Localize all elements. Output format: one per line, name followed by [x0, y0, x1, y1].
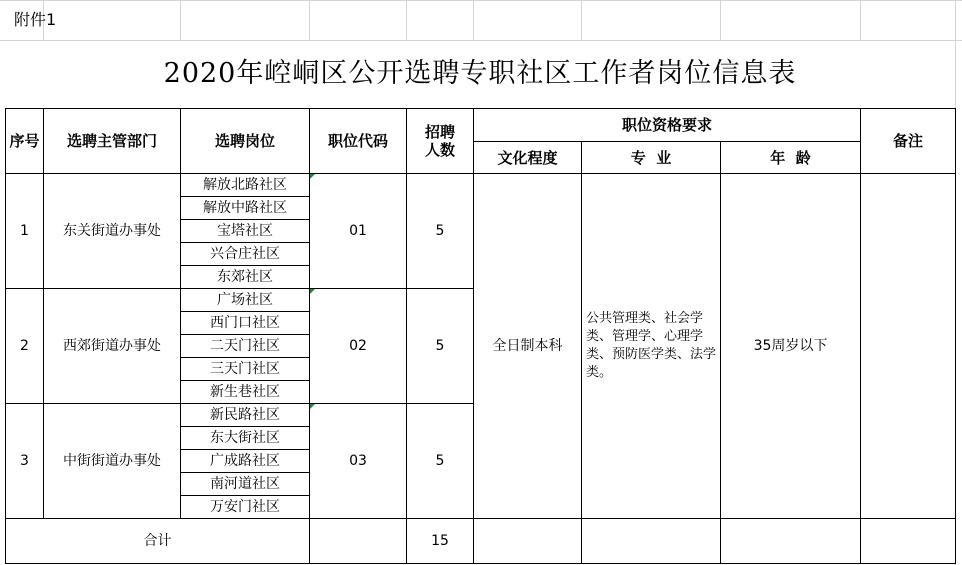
group-count: 5	[406, 288, 474, 404]
post-cell: 广成路社区	[180, 449, 310, 473]
header-count-line1: 招聘	[424, 123, 455, 141]
group-count: 5	[406, 173, 474, 289]
group-dept: 西郊街道办事处	[43, 288, 181, 404]
post-cell: 解放中路社区	[180, 196, 310, 220]
header-count-line2: 人数	[424, 141, 455, 159]
major-value: 公共管理类、社会学类、管理学、心理学类、预防医学类、法学类。	[581, 173, 721, 519]
header-count	[406, 108, 474, 174]
comment-marker	[310, 289, 315, 294]
post-cell: 新生巷社区	[180, 380, 310, 404]
group-dept: 东关街道办事处	[43, 173, 181, 289]
group-seq: 1	[5, 173, 44, 289]
remarks-value	[860, 173, 956, 519]
header-qualification: 职位资格要求	[473, 108, 861, 142]
group-dept: 中街街道办事处	[43, 403, 181, 519]
header-remarks: 备注	[860, 108, 956, 174]
group-code: 03	[309, 403, 407, 519]
total-remarks-empty	[860, 518, 956, 564]
total-education-empty	[473, 518, 582, 564]
post-cell: 新民路社区	[180, 403, 310, 427]
comment-marker	[310, 404, 315, 409]
post-cell: 南河道社区	[180, 472, 310, 496]
post-cell: 东郊社区	[180, 265, 310, 289]
post-cell: 广场社区	[180, 288, 310, 312]
post-cell: 三天门社区	[180, 357, 310, 381]
group-count: 5	[406, 403, 474, 519]
total-count: 15	[406, 518, 474, 564]
post-cell: 西门口社区	[180, 311, 310, 335]
total-age-empty	[720, 518, 861, 564]
header-education: 文化程度	[473, 141, 582, 174]
header-post: 选聘岗位	[180, 108, 310, 174]
total-major-empty	[581, 518, 721, 564]
attachment-label: 附件1	[14, 10, 57, 29]
group-code: 02	[309, 288, 407, 404]
group-seq: 2	[5, 288, 44, 404]
post-cell: 兴合庄社区	[180, 242, 310, 266]
total-label: 合计	[5, 518, 310, 564]
post-cell: 万安门社区	[180, 495, 310, 519]
page-title: 2020年崆峒区公开选聘专职社区工作者岗位信息表	[163, 58, 797, 89]
header-seq: 序号	[5, 108, 44, 174]
post-cell: 解放北路社区	[180, 173, 310, 197]
age-value: 35周岁以下	[720, 173, 861, 519]
post-cell: 东大街社区	[180, 426, 310, 450]
header-age: 年 龄	[720, 141, 861, 174]
total-code-empty	[309, 518, 407, 564]
header-dept: 选聘主管部门	[43, 108, 181, 174]
education-value: 全日制本科	[473, 173, 582, 519]
header-major: 专 业	[581, 141, 721, 174]
group-code: 01	[309, 173, 407, 289]
post-cell: 二天门社区	[180, 334, 310, 358]
comment-marker	[310, 174, 315, 179]
group-seq: 3	[5, 403, 44, 519]
post-cell: 宝塔社区	[180, 219, 310, 243]
header-code: 职位代码	[309, 108, 407, 174]
